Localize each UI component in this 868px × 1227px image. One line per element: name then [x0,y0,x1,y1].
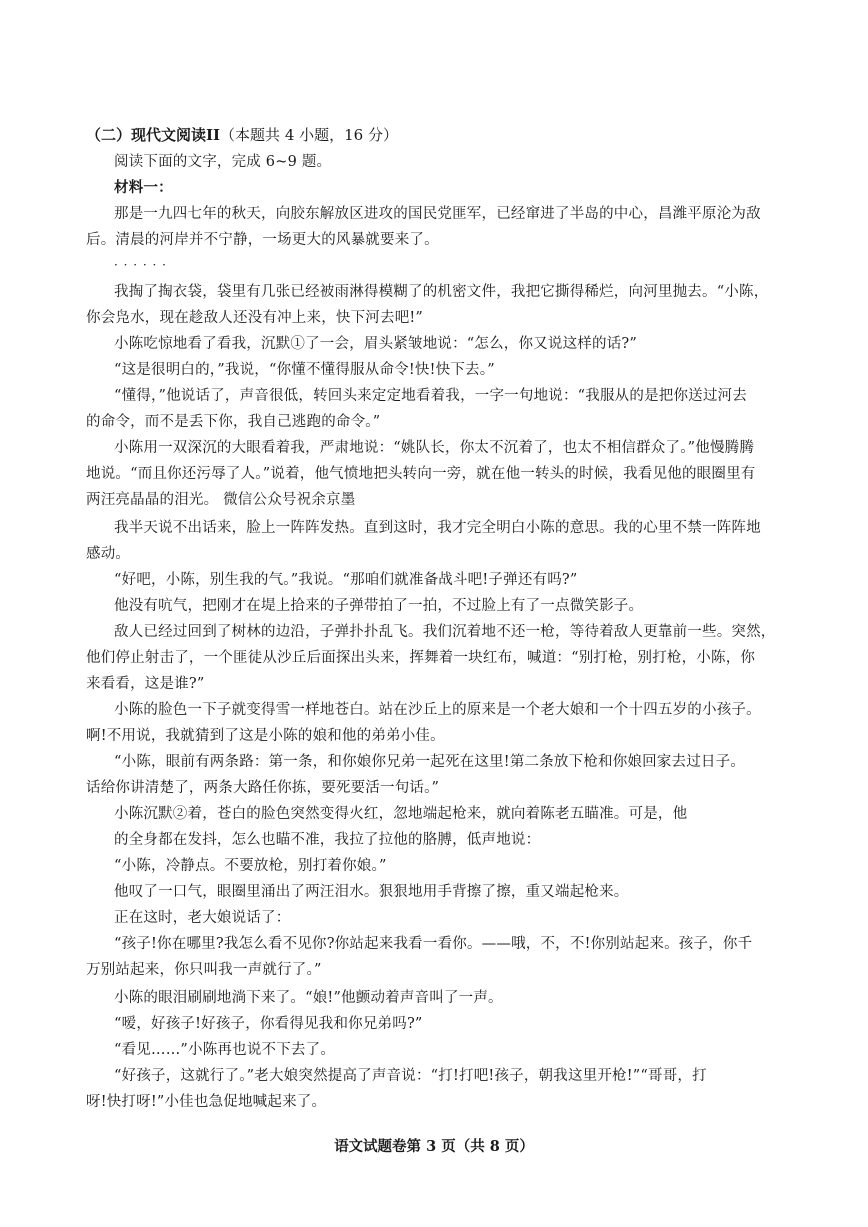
section-heading [86,124,398,145]
paragraph-line: “小陈，冷静点。不要放枪，别打着你娘。” [114,858,387,874]
paragraph-line: 地说。“而且你还污辱了人。”说着，他气愤地把头转向一旁，就在他一转头的时候，我看见他的眼圈里有 [86,466,756,482]
paragraph-line: 小陈的脸色一下子就变得雪一样地苍白。站在沙丘上的原来是一个老大娘和一个十四五岁的小孩子。 [114,702,761,718]
paragraph-line: “好吧，小陈，别生我的气。”我说。“那咱们就准备战斗吧!子弹还有吗?” [114,572,578,588]
paragraph-line: 感动。 [86,546,131,562]
paragraph-line: 小陈用一双深沉的大眼看着我，严肃地说：“姚队长，你太不沉着了，也太不相信群众了。”他慢腾腾 [114,440,755,456]
paragraph-line: 那是一九四七年的秋天，向胶东解放区进攻的国民党匪军，已经窜进了半岛的中心，昌潍平原沦为敌 [114,206,761,222]
paragraph-line: 敌人已经过回到了树林的边沿，子弹扑扑乱飞。我们沉着地不还一枪，等待着敌人更靠前一些。突然， [114,624,776,640]
paragraph-line: 小陈的眼泪刷刷地淌下来了。“娘!”他颤动着声音叫了一声。 [114,990,503,1006]
paragraph-line: 我半天说不出话来，脸上一阵阵发热。直到这时，我才完全明白小陈的意思。我的心里不禁一阵阵地 [114,520,761,536]
paragraph-line: 你会凫水，现在趁敌人还没有冲上来，快下河去吧!” [86,310,424,326]
paragraph-line: 万别站起来，你只叫我一声就行了。” [86,962,322,978]
paragraph-line: “嗳，好孩子!好孩子，你看得见我和你兄弟吗?” [114,1016,423,1032]
paragraph-line: 啊!不用说，我就猜到了这是小陈的娘和他的弟弟小佳。 [86,728,445,744]
paragraph-line: 小陈沉默②着，苍白的脸色突然变得火红，忽地端起枪来，就向着陈老五瞄准。可是，他 [114,806,688,822]
instruction-text: 阅读下面的文字，完成 6~9 题。 [114,154,332,170]
section-title: （二）现代文阅读II [86,126,221,144]
paragraph-line: 呀!快打呀!”小佳也急促地喊起来了。 [86,1094,327,1110]
paragraph-line: 两汪亮晶晶的泪光。 微信公众号祝余京墨 [86,492,356,508]
ellipsis-dots: · · · · · · [114,258,167,272]
paragraph-line: 后。清晨的河岸并不宁静，一场更大的风暴就要来了。 [86,232,439,248]
material-label: 材料一： [114,179,173,196]
paragraph-line: 他叹了一口气，眼圈里涌出了两汪泪水。狠狠地用手背擦了擦，重又端起枪来。 [114,884,629,900]
paragraph-line: “懂得，”他说话了，声音很低，转回头来定定地看着我，一字一句地说：“我服从的是把你送过河去 [114,388,747,404]
paragraph-line: 来看看，这是谁?” [86,676,205,692]
paragraph-line: 我掏了掏衣袋，袋里有几张已经被雨淋得模糊了的机密文件，我把它撕得稀烂，向河里抛去。“小陈， [114,284,769,300]
paragraph-line: 话给你讲清楚了，两条大路任你拣，要死要活一句话。” [86,780,440,796]
page-footer: 语文试题卷第 3 页（共 8 页） [334,1138,534,1155]
paragraph-line: “这是很明白的，”我说，“你懂不懂得服从命令!快!快下去。” [114,362,495,378]
paragraph-line: “好孩子，这就行了。”老大娘突然提高了声音说：“打!打吧!孩子，朝我这里开枪!”“哥哥，打 [114,1068,707,1084]
paragraph-line: 他没有吭气，把刚才在堤上拾来的子弹带拍了一拍，不过脸上有了一点微笑影子。 [114,598,644,614]
paragraph-line: 正在这时，老大娘说话了： [114,910,291,926]
paragraph-line: 小陈吃惊地看了看我，沉默①了一会，眉头紧皱地说：“怎么，你又说这样的话?” [114,336,637,352]
paragraph-line: 的命令，而不是丢下你，我自己逃跑的命令。” [86,414,381,430]
paragraph-line: “孩子!你在哪里?我怎么看不见你?你站起来我看一看你。——哦，不，不!你别站起来。孩子，你千 [114,936,753,952]
paragraph-line: “看见……”小陈再也说不下去了。 [114,1042,336,1058]
paragraph-line: 他们停止射击了，一个匪徒从沙丘后面探出头来，挥舞着一块红布，喊道：“别打枪，别打枪，小陈，你 [86,650,756,666]
paragraph-line: 的全身都在发抖，怎么也瞄不准，我拉了拉他的胳膊，低声地说： [114,832,541,848]
paragraph-line: “小陈，眼前有两条路：第一条，和你娘你兄弟一起死在这里!第二条放下枪和你娘回家去过日子。 [114,754,746,770]
section-note: （本题共 4 小题，16 分） [220,126,398,144]
